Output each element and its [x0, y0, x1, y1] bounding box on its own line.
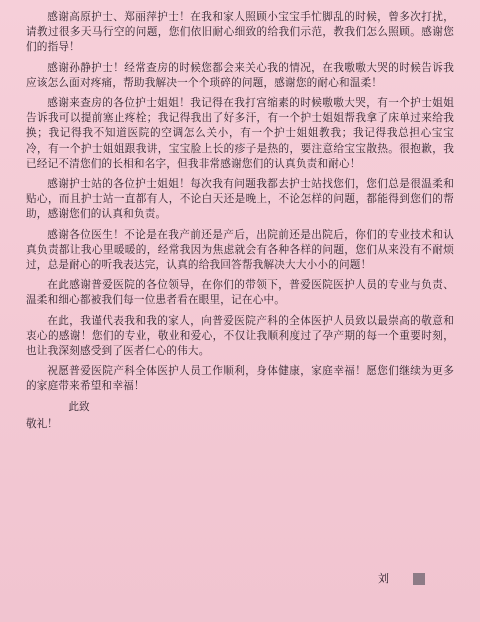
closing-salutation: 此致 [68, 400, 90, 413]
thank-you-letter [26, 10, 454, 432]
letter-paragraph-1: 感谢高原护士、郑丽萍护士！在我和家人照顾小宝宝手忙脚乱的时候，曾多次打扰，请教过很多天马行空的问题，您们依旧耐心细致的给我们示范，教我们怎么照顾。感谢您们的指导！ [26, 11, 454, 54]
signature-name: 刘 [378, 572, 389, 585]
letter-paragraph-8: 祝愿普爱医院产科全体医护人员工作顺利，身体健康，家庭幸福！愿您们继续为更多的家庭带来希望和幸福！ [26, 365, 454, 393]
closing-respect: 敬礼！ [26, 417, 58, 430]
letter-paragraph-2: 感谢孙静护士！经常查房的时候您都会来关心我的情况，在我嗷嗷大哭的时候告诉我应该怎么面对疼痛，帮助我解决一个个琐碎的问题，感谢您的耐心和温柔！ [26, 61, 454, 89]
letter-paragraph-4: 感谢护士站的各位护士姐姐！每次我有问题我都去护士站找您们，您们总是很温柔和贴心，而且护士站一直都有人，不论白天还是晚上，不论怎样的问题，都能得到您们的帮助，感谢您们的认真和负责。 [26, 178, 454, 221]
letter-paragraph-6: 在此感谢普爱医院的各位领导，在你们的带领下，普爱医院医护人员的专业与负责、温柔和细心都被我们每一位患者看在眼里，记在心中。 [26, 279, 454, 307]
redaction-block [413, 573, 425, 585]
signature [378, 571, 425, 586]
letter-paragraph-7: 在此，我谨代表我和我的家人，向普爱医院产科的全体医护人员致以最崇高的敬意和衷心的感谢！您们的专业，敬业和爱心，不仅让我顺利度过了孕产期的每一个重要时刻，也让我深刻感受到了医者仁心的伟大。 [26, 314, 454, 358]
letter-paragraph-5: 感谢各位医生！不论是在我产前还是产后，出院前还是出院后，你们的专业技术和认真负责都让我心里暖暖的，经常我因为焦虑就会有各种各样的问题，您们从来没有不耐烦过，总是耐心的听我表达完，认真的给我回答帮我解决大大小小的问题！ [26, 228, 454, 272]
letter-paragraph-3: 感谢来查房的各位护士姐姐！我记得在我打宫缩素的时候嗷嗷大哭，有一个护士姐姐告诉我可以提前塞止疼栓；我记得我出了好多汗，有一个护士姐姐帮我拿了床单过来给我换；我记得我不知道医院的空调怎么关小，有一个护士姐姐教我；我记得我总担心宝宝冷，有一个护士姐姐跟我讲，宝宝脸上长的疹子是热的，要注意给宝宝散热。很抱歉，我已经记不清您们的长相和名字，但我非常感谢您们的认真负责和耐心！ [26, 97, 454, 170]
